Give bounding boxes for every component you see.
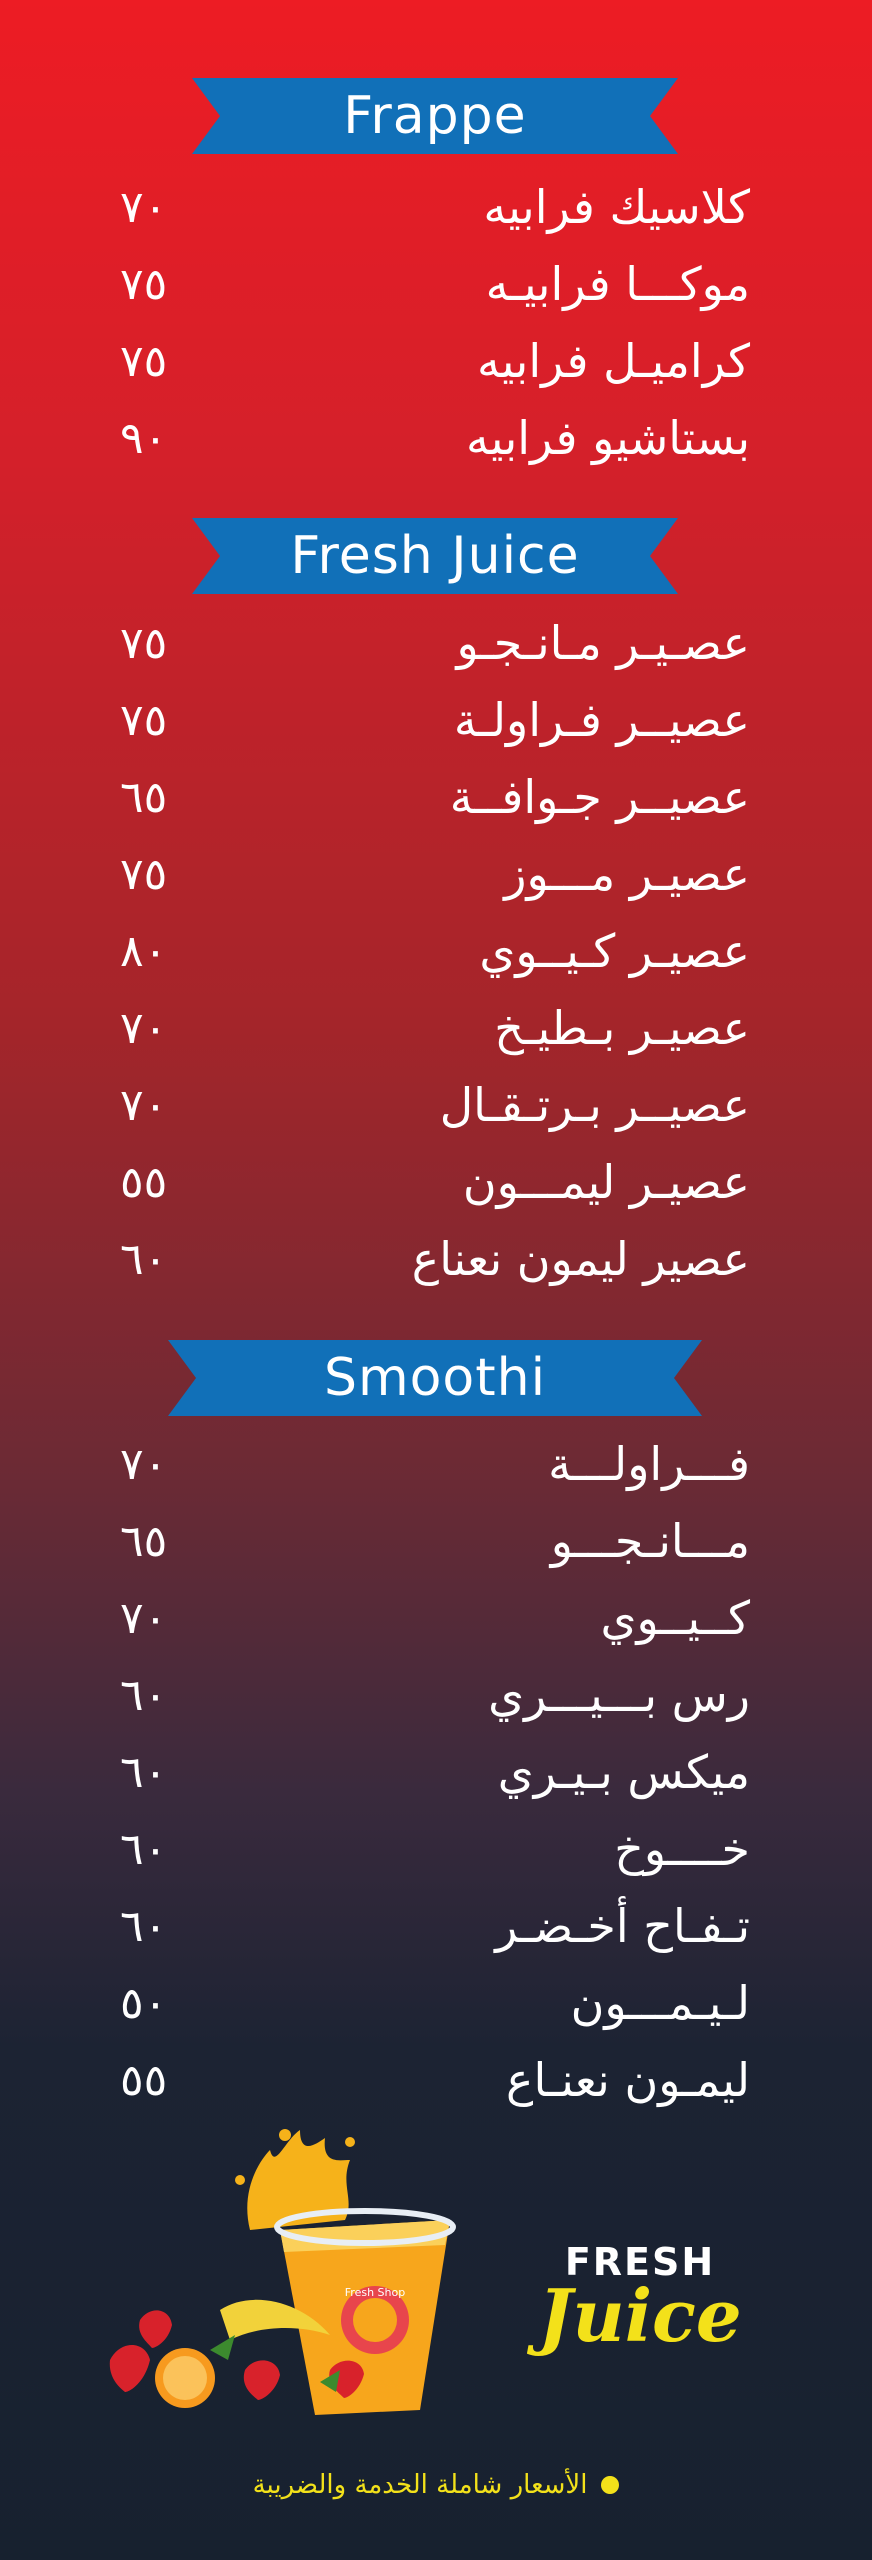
menu-item [120, 689, 750, 751]
menu-item [120, 920, 750, 982]
item-name: لـيـمـــون [570, 1976, 750, 2030]
item-price: ٦٠ [120, 1746, 168, 1798]
item-price: ٧٥ [120, 258, 168, 310]
item-name: مـــانـجـــو [550, 1514, 750, 1568]
menu-item [120, 1972, 750, 2034]
logo-line-2: Juice [538, 2273, 742, 2358]
menu-item [120, 1895, 750, 1957]
item-name: تـفـاح أخـضـر [495, 1899, 750, 1953]
item-price: ٧٥ [120, 694, 168, 746]
item-price: ٧٠ [120, 1079, 168, 1131]
item-price: ٦٠ [120, 1669, 168, 1721]
item-price: ٨٠ [120, 925, 168, 977]
item-price: ٦٠ [120, 1823, 168, 1875]
menu-item [120, 1074, 750, 1136]
item-name: موكـــا فرابيـه [485, 257, 750, 311]
section-banner-smoothi [168, 1340, 702, 1416]
item-name: عصـيـر مـانـجـو [456, 616, 750, 670]
item-price: ٧٠ [120, 1592, 168, 1644]
item-name: رس بـــيـــري [488, 1668, 750, 1722]
item-name: ليمـون نعنـاع [506, 2053, 750, 2107]
section-banner-fresh-juice [192, 518, 678, 594]
item-name: عصيـر ليمـــون [462, 1155, 750, 1209]
item-price: ٥٥ [120, 1156, 168, 1208]
menu-item [120, 766, 750, 828]
item-price: ٩٠ [120, 412, 168, 464]
item-price: ٦٠ [120, 1233, 168, 1285]
item-price: ٧٥ [120, 335, 168, 387]
item-name: خــــوخ [614, 1822, 750, 1876]
item-price: ٥٥ [120, 2054, 168, 2106]
item-price: ٧٥ [120, 617, 168, 669]
cup-label: Fresh Shop [344, 2286, 406, 2299]
menu-item [120, 176, 750, 238]
menu-item [120, 612, 750, 674]
section-title: Frappe [343, 86, 527, 146]
menu-item [120, 1587, 750, 1649]
juice-cup-illustration [100, 2120, 480, 2420]
menu-item [120, 407, 750, 469]
brand-logo [520, 2240, 760, 2358]
menu-item [120, 253, 750, 315]
item-name: عصيـر بـطيـخ [494, 1001, 750, 1055]
menu-item [120, 1151, 750, 1213]
section-title: Fresh Juice [290, 526, 580, 586]
bullet-dot [601, 2476, 619, 2494]
item-name: كــيــوي [600, 1591, 750, 1645]
item-name: فـــراولـــة [548, 1437, 750, 1491]
item-name: ميكس بـيـري [497, 1745, 750, 1799]
menu-item [120, 997, 750, 1059]
item-price: ٦٥ [120, 771, 168, 823]
item-name: كلاسيك فرابيه [483, 180, 750, 234]
footer-note-text: الأسعار شاملة الخدمة والضريبة [252, 2470, 588, 2500]
section-banner-frappe [192, 78, 678, 154]
item-price: ٦٥ [120, 1515, 168, 1567]
item-name: بستاشيو فرابيه [465, 411, 750, 465]
item-price: ٧٥ [120, 848, 168, 900]
menu-item [120, 1818, 750, 1880]
item-price: ٧٠ [120, 181, 168, 233]
item-price: ٧٠ [120, 1002, 168, 1054]
footer-note [0, 2470, 872, 2500]
item-name: عصيــر جـوافــة [449, 770, 750, 824]
menu-item [120, 1228, 750, 1290]
menu-item [120, 843, 750, 905]
menu-item [120, 1510, 750, 1572]
item-name: عصيـر مـــوز [504, 847, 750, 901]
item-price: ٧٠ [120, 1438, 168, 1490]
menu-item [120, 330, 750, 392]
menu-item [120, 1433, 750, 1495]
logo-line-1: FRESH [564, 2240, 716, 2284]
item-name: كراميـل فرابيه [476, 334, 750, 388]
menu-item [120, 1664, 750, 1726]
menu-item [120, 1741, 750, 1803]
item-price: ٦٠ [120, 1900, 168, 1952]
section-title: Smoothi [323, 1348, 547, 1408]
menu-item [120, 2049, 750, 2111]
item-name: عصيـر كـيــوي [479, 924, 750, 978]
item-name: عصيــر بـرتـقـال [439, 1078, 750, 1132]
item-price: ٥٠ [120, 1977, 168, 2029]
item-name: عصير ليمون نعناع [411, 1232, 750, 1286]
item-name: عصيــر فـراولـة [453, 693, 750, 747]
